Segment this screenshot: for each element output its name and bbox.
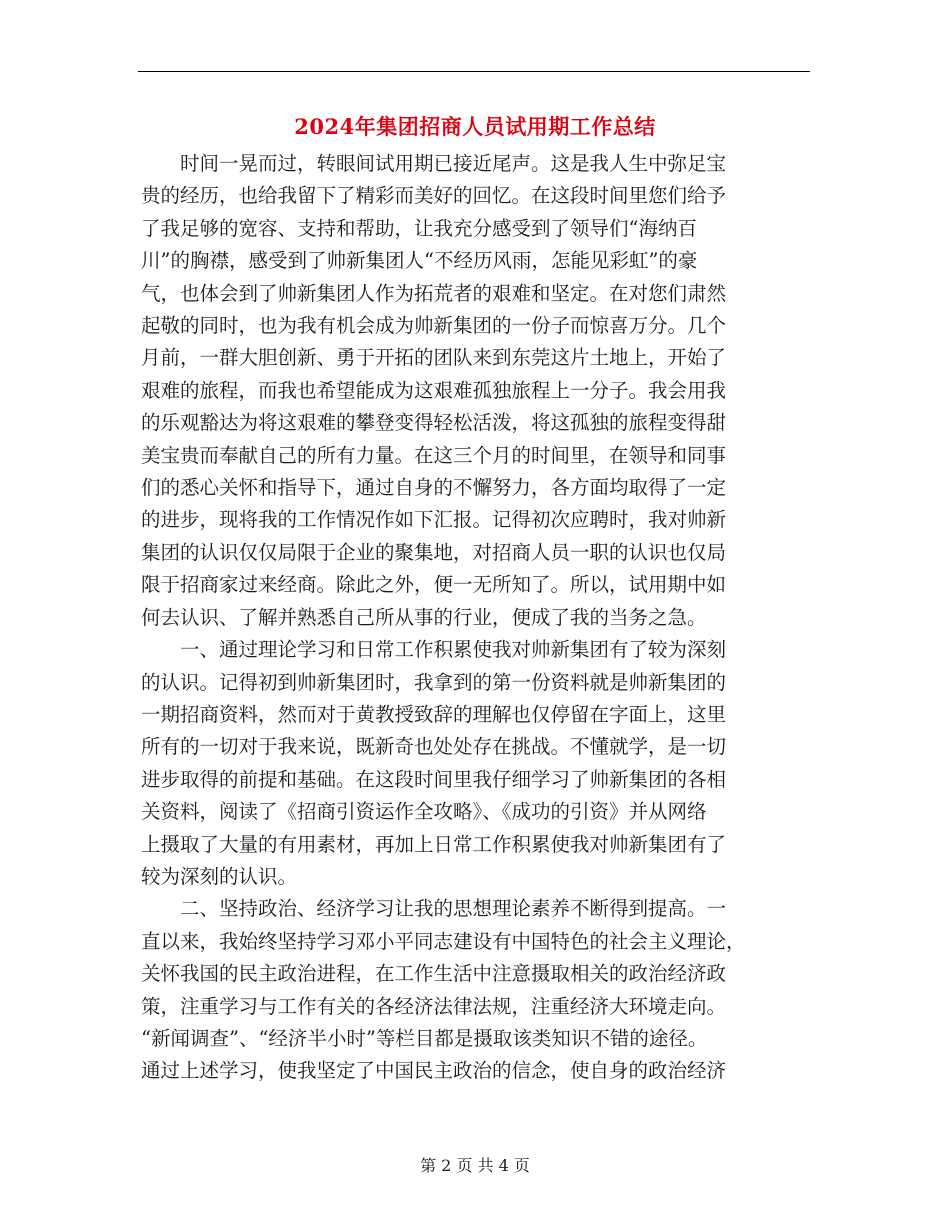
page-number-label: 第 2 页 共 4 页 bbox=[420, 1156, 530, 1175]
text-line: 了我足够的宽容、支持和帮助，让我充分感受到了领导们“海纳百 bbox=[141, 216, 697, 240]
text-line: 通过上述学习，使我坚定了中国民主政治的信念，使自身的政治经济 bbox=[141, 1059, 727, 1083]
text-line: 二、坚持政治、经济学习让我的思想理论素养不断得到提高。一 bbox=[141, 897, 727, 921]
paragraph-intro bbox=[141, 148, 813, 634]
text-line: 一、通过理论学习和日常工作积累使我对帅新集团有了较为深刻 bbox=[141, 638, 727, 662]
paragraph-section-one bbox=[141, 634, 813, 893]
text-line: “新闻调查”、“经济半小时”等栏目都是摄取该类知识不错的途径。 bbox=[141, 1026, 708, 1050]
document-title: 2024年集团招商人员试用期工作总结 bbox=[294, 114, 656, 139]
text-line: 川”的胸襟，感受到了帅新集团人“不经历风雨，怎能见彩虹”的豪 bbox=[141, 249, 698, 273]
header-rule bbox=[138, 71, 810, 72]
text-line: 的认识。记得初到帅新集团时，我拿到的第一份资料就是帅新集团的 bbox=[141, 670, 727, 694]
text-line: 关怀我国的民主政治进程，在工作生活中注意摄取相关的政治经济政 bbox=[141, 962, 727, 986]
text-line: 起敬的同时，也为我有机会成为帅新集团的一份子而惊喜万分。几个 bbox=[141, 314, 727, 338]
text-line: 一期招商资料，然而对于黄教授致辞的理解也仅停留在字面上，这里 bbox=[141, 702, 727, 726]
text-line: 美宝贵而奉献自己的所有力量。在这三个月的时间里，在领导和同事 bbox=[141, 443, 727, 467]
text-line: 直以来，我始终坚持学习邓小平同志建设有中国特色的社会主义理论， bbox=[141, 929, 746, 953]
text-line: 的进步，现将我的工作情况作如下汇报。记得初次应聘时，我对帅新 bbox=[141, 508, 727, 532]
text-line: 气，也体会到了帅新集团人作为拓荒者的艰难和坚定。在对您们肃然 bbox=[141, 281, 727, 305]
text-line: 限于招商家过来经商。除此之外，便一无所知了。所以，试用期中如 bbox=[141, 573, 727, 597]
text-line: 策，注重学习与工作有关的各经济法律法规，注重经济大环境走向。 bbox=[141, 994, 727, 1018]
text-line: 艰难的旅程，而我也希望能成为这艰难孤独旅程上一分子。我会用我 bbox=[141, 378, 727, 402]
page-footer bbox=[0, 1154, 950, 1178]
text-line: 们的悉心关怀和指导下，通过自身的不懈努力，各方面均取得了一定 bbox=[141, 476, 727, 500]
text-line: 上摄取了大量的有用素材，再加上日常工作积累使我对帅新集团有了 bbox=[141, 832, 727, 856]
text-line: 集团的认识仅仅局限于企业的聚集地，对招商人员一职的认识也仅局 bbox=[141, 540, 727, 564]
text-line: 进步取得的前提和基础。在这段时间里我仔细学习了帅新集团的各相 bbox=[141, 767, 727, 791]
document-body bbox=[141, 148, 813, 1088]
text-line: 所有的一切对于我来说，既新奇也处处存在挑战。不懂就学，是一切 bbox=[141, 735, 727, 759]
text-line: 较为深刻的认识。 bbox=[141, 864, 298, 888]
text-line: 的乐观豁达为将这艰难的攀登变得轻松活泼，将这孤独的旅程变得甜 bbox=[141, 411, 727, 435]
text-line: 关资料，阅读了《招商引资运作全攻略》、《成功的引资》并从网络 bbox=[141, 800, 707, 824]
text-line: 月前，一群大胆创新、勇于开拓的团队来到东莞这片土地上，开始了 bbox=[141, 346, 727, 370]
text-line: 何去认识、了解并熟悉自己所从事的行业，便成了我的当务之急。 bbox=[141, 605, 707, 629]
text-line: 时间一晃而过，转眼间试用期已接近尾声。这是我人生中弥足宝 bbox=[141, 152, 727, 175]
paragraph-section-two bbox=[141, 893, 813, 1087]
text-line: 贵的经历，也给我留下了精彩而美好的回忆。在这段时间里您们给予 bbox=[141, 184, 727, 208]
